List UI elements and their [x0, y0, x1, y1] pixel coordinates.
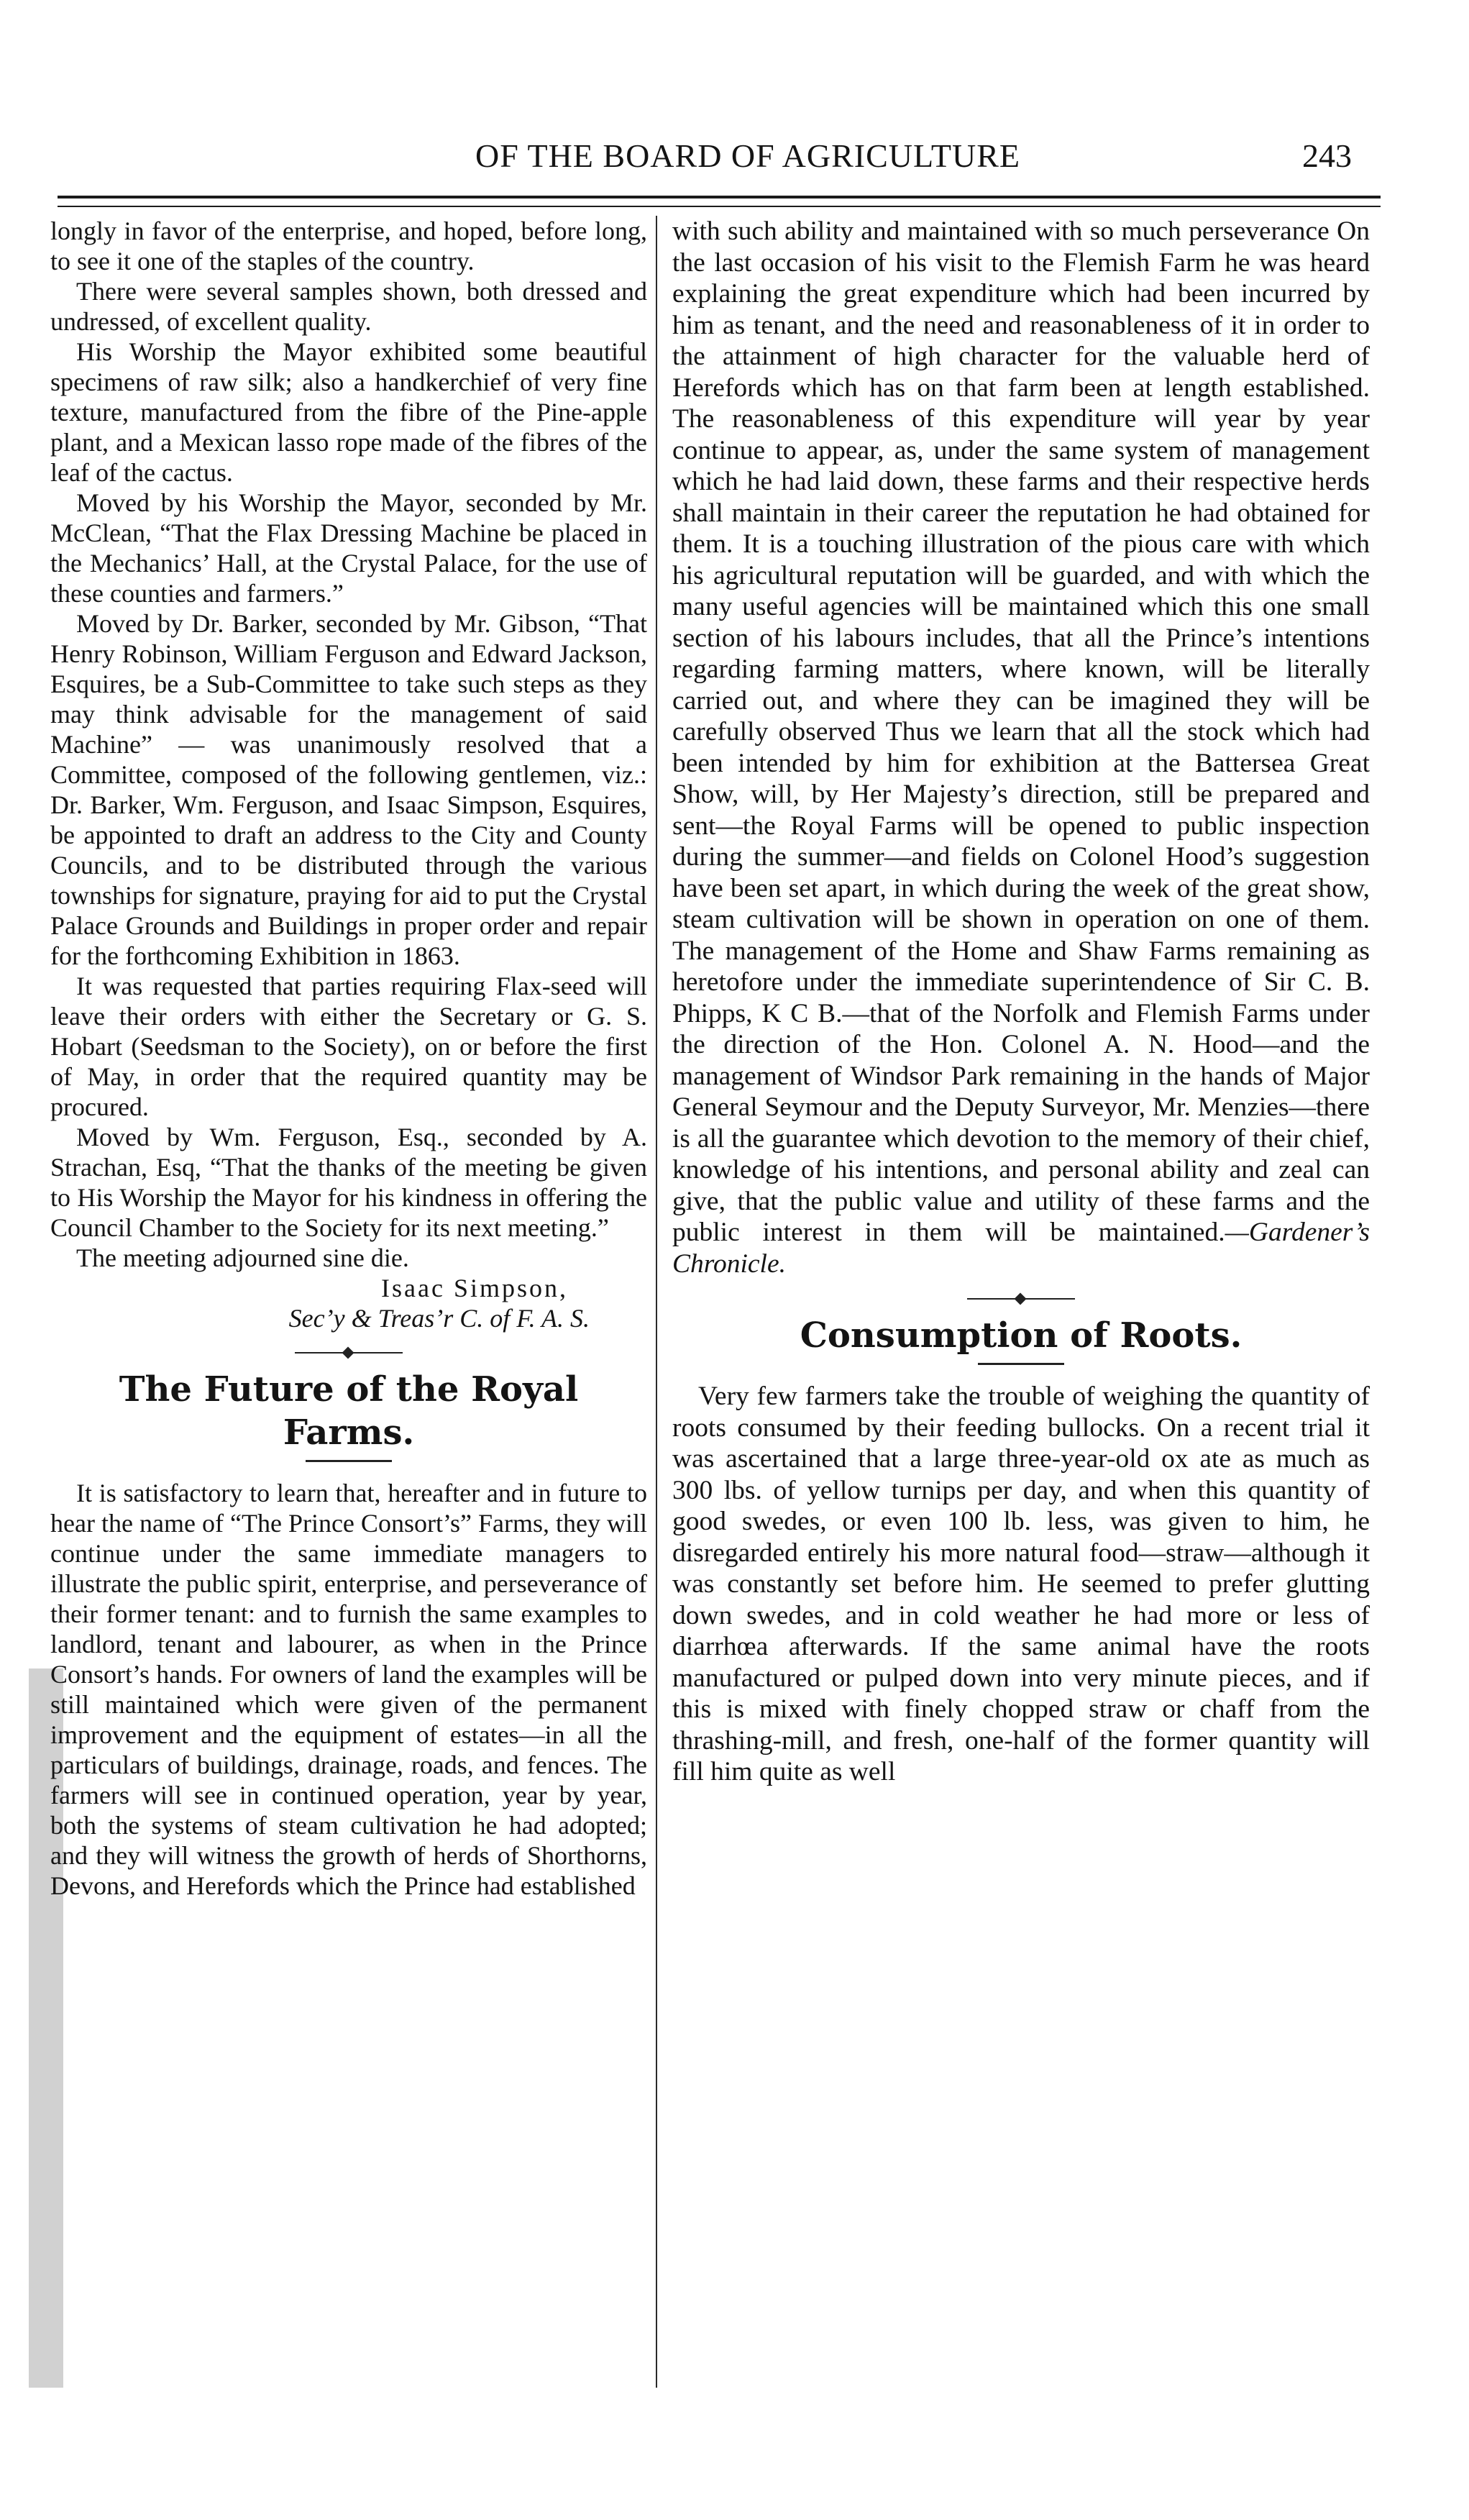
paragraph: The meeting adjourned sine die.	[76, 1243, 409, 1272]
section-heading-roots: Consumption of Roots.	[800, 1315, 1243, 1356]
signature-name: Isaac Simpson,	[381, 1274, 568, 1302]
attribution: —Gardener’s Chronicle.	[672, 1218, 1370, 1279]
header-rule-thin	[58, 206, 1381, 207]
right-column	[672, 216, 1370, 1788]
column-divider	[656, 216, 657, 2388]
paragraph: It is satisfactory to learn that, hereafter and in future to hear the name of “The Prince Consort’s” Farms, they will continue under the same immediate managers to illustrate the public spirit, enterprise, and perseverance of their former tenant: and to furnish the same examples to landlord, tenant and labourer, as when in the Prince Consort’s hands. For owners of land the examples will be still maintained which were given of the permanent improvement and the equipment of estates—in all the particulars of buildings, drainage, roads, and fences. The farmers will see in continued operation, year by year, both the systems of steam cultivation he had adopted; and they will witness the growth of herds of Shorthorns, Devons, and Herefords which the Prince had established	[50, 1479, 647, 1900]
paragraph: It was requested that parties requiring Flax-seed will leave their orders with either the Secretary or G. S. Hobart (Seedsman to the Society), on or before the first of May, in order that the required quantity may be procured.	[50, 972, 647, 1121]
running-header	[316, 137, 1381, 187]
section-divider	[295, 1352, 403, 1353]
paragraph: Very few farmers take the trouble of weighing the quantity of roots consumed by their feeding bullocks. On a recent trial it was ascertained that a large three-year-old ox ate as much as 300 lbs. of yellow turnips per day, and when this quantity of good swedes, or even 100 lb. less, was given to him, he disregarded entirely his more natural food—straw—although it was constantly set before him. He seemed to prefer glutting down swedes, and in cold weather he had more or less of diarrhœa afterwards. If the same animal have the roots manufactured or pulped down into very minute pieces, and if this is mixed with finely chopped straw or chaff from the thrashing-mill, and fresh, one-half of the former quantity will fill him quite as well	[672, 1382, 1370, 1786]
paragraph-text: with such ability and maintained with so much perseverance On the last occasion of his visit to the Flemish Farm he was heard explaining the great expenditure which had been incurred by him as tenant, and the need and reasonableness of it in order to the attainment of high character for the valuable herd of Herefords which has on that farm been at length established. The reasonableness of this expenditure will year by year continue to appear, as, under the same system of management which he had laid down, these farms and their respective herds shall maintain in their career the reputation he had obtained for them. It is a touching illustration of the pious care with which his agricultural reputation will be guarded, and with which the many useful agencies will be maintained which this one small section of his labours includes, that all the Prince’s intentions regarding farming matters, where known, will be literally carried out, and where they can be imagined they will be carefully observed Thus we learn that all the stock which had been intended by him for exhibition at the Battersea Great Show, will, by Her Majesty’s direction, still be prepared and sent—the Royal Farms will be opened to public inspection during the summer—and fields on Colonel Hood’s suggestion have been set apart, in which during the week of the great show, steam cultivation will be shown in operation on one of them. The management of the Home and Shaw Farms remaining as heretofore under the immediate superintendence of Sir C. B. Phipps, K C B.—that of the Norfolk and Flemish Farms under the direction of the Hon. Colonel A. N. Hood—and the management of Windsor Park remaining in the hands of Major General Seymour and the Deputy Surveyor, Mr. Menzies—there is all the guarantee which devotion to the memory of their chief, knowledge of his intentions, and personal ability and zeal can give, that the public value and utility of these farms and the public interest in them will be maintained.	[672, 216, 1370, 1247]
header-title: OF THE BOARD OF AGRICULTURE	[475, 137, 1020, 174]
paragraph: Moved by Dr. Barker, seconded by Mr. Gibson, “That Henry Robinson, William Ferguson and Edward Jackson, Esquires, be a Sub-Committee to take such steps as they may think advisable for the management of said Machine” — was unanimously resolved that a Committee, composed of the following gentlemen, viz.: Dr. Barker, Wm. Ferguson, and Isaac Simpson, Esquires, be appointed to draft an address to the City and County Councils, and to be distributed through the various townships for signature, praying for aid to put the Crystal Palace Grounds and Buildings in proper order and repair for the forthcoming Exhibition in 1863.	[50, 609, 647, 970]
paragraph: There were several samples shown, both dressed and undressed, of excellent quality.	[50, 277, 647, 336]
paragraph	[672, 216, 1370, 1279]
heading-rule	[978, 1363, 1064, 1365]
section-heading-royal-farms: The Future of the Royal Farms.	[119, 1369, 579, 1453]
signature-title: Sec’y & Treas’r C. of F. A. S.	[288, 1304, 590, 1333]
paragraph: Moved by Wm. Ferguson, Esq., seconded by A. Strachan, Esq, “That the thanks of the meeting be given to His Worship the Mayor for his kindness in offering the Council Chamber to the Society for its next meeting.”	[50, 1123, 647, 1242]
header-rule	[58, 196, 1381, 198]
paragraph: His Worship the Mayor exhibited some beautiful specimens of raw silk; also a handkerchief of very fine texture, manufactured from the fibre of the Pine-apple plant, and a Mexican lasso rope made of the fibres of the leaf of the cactus.	[50, 337, 647, 487]
heading-rule	[306, 1460, 392, 1462]
left-column	[50, 216, 647, 1901]
section-divider	[967, 1298, 1075, 1300]
paragraph: longly in favor of the enterprise, and hoped, before long, to see it one of the staples of the country.	[50, 216, 647, 275]
page-number: 243	[1302, 137, 1352, 174]
paragraph: Moved by his Worship the Mayor, seconded by Mr. McClean, “That the Flax Dressing Machine be placed in the Mechanics’ Hall, at the Crystal Palace, for the use of these counties and farmers.”	[50, 488, 647, 608]
